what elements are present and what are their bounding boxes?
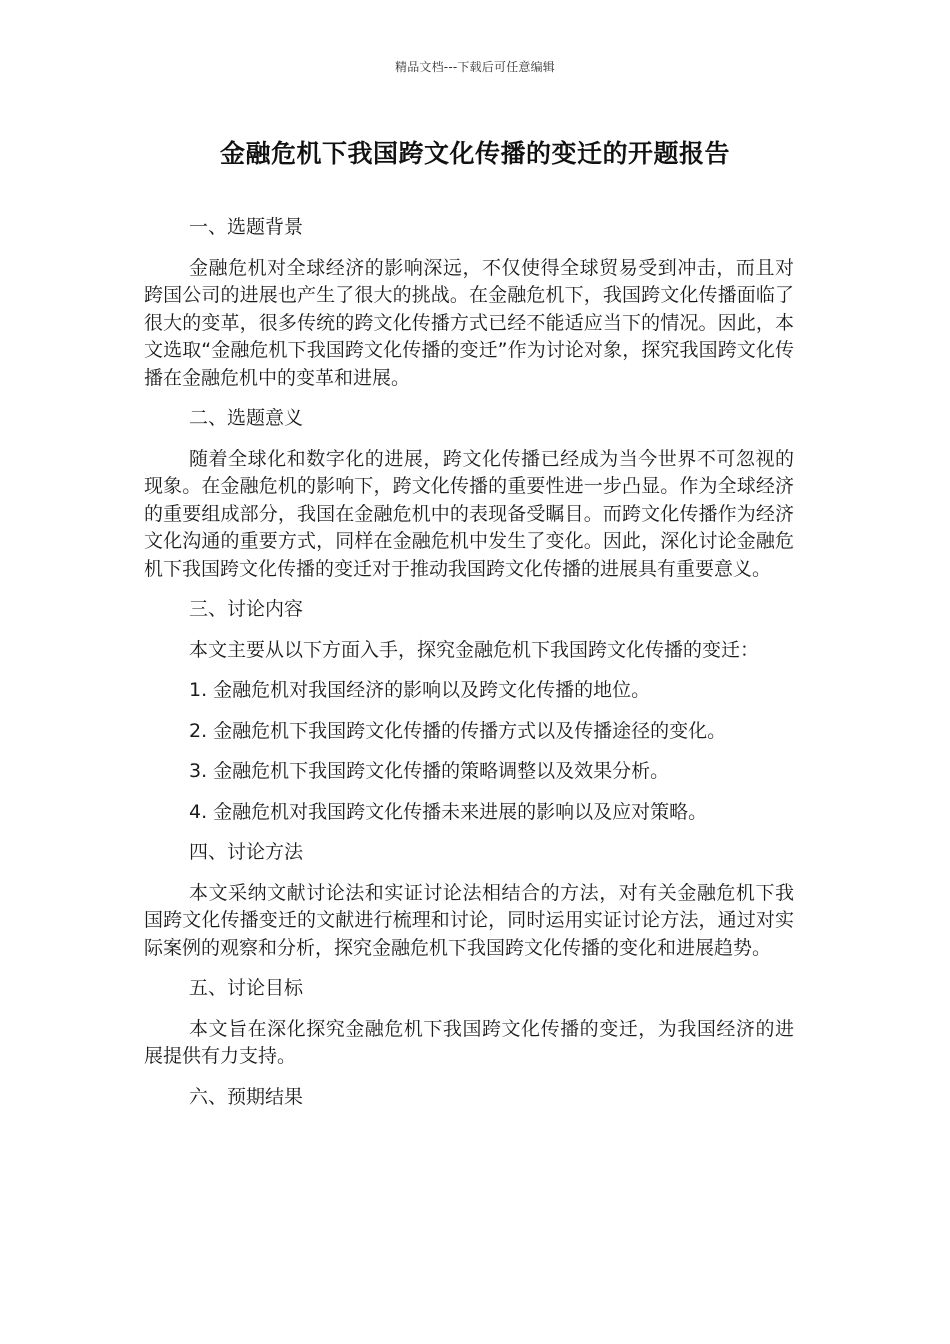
section-heading-content: 三、讨论内容 (189, 598, 304, 620)
document-title: 金融危机下我国跨文化传播的变迁的开题报告 (219, 139, 730, 168)
section-heading-background: 一、选题背景 (189, 216, 304, 238)
section-para-background: 金融危机对全球经济的影响深远，不仅使得全球贸易受到冲击，而且对跨国公司的进展也产生了很大的挑战。在金融危机下，我国跨文化传播面临了很大的变革，很多传统的跨文化传播方式已经不能适应当下的情况。因此，本文选取“金融危机下我国跨文化传播的变迁”作为讨论对象，探究我国跨文化传播在金融危机中的变革和进展。 (144, 256, 794, 389)
section-heading-expected: 六、预期结果 (189, 1085, 304, 1108)
section-heading-significance: 二、选题意义 (189, 407, 304, 429)
section-intro-content: 本文主要从以下方面入手，探究金融危机下我国跨文化传播的变迁： (189, 638, 760, 661)
section-heading-method: 四、讨论方法 (189, 841, 304, 863)
list-item: 2. 金融危机下我国跨文化传播的传播方式以及传播途径的变化。 (189, 719, 727, 742)
section-para-significance: 随着全球化和数字化的进展，跨文化传播已经成为当今世界不可忽视的现象。在金融危机的影响下，跨文化传播的重要性进一步凸显。作为全球经济的重要组成部分，我国在金融危机中的表现备受瞩目。而跨文化传播作为经济文化沟通的重要方式，同样在金融危机中发生了变化。因此，深化讨论金融危机下我国跨文化传播的变迁对于推动我国跨文化传播的进展具有重要意义。 (144, 447, 794, 580)
section-para-method: 本文采纳文献讨论法和实证讨论法相结合的方法，对有关金融危机下我国跨文化传播变迁的文献进行梳理和讨论，同时运用实证讨论方法，通过对实际案例的观察和分析，探究金融危机下我国跨文化传播的变化和进展趋势。 (144, 881, 794, 959)
document-body (144, 214, 794, 1124)
section-para-goal: 本文旨在深化探究金融危机下我国跨文化传播的变迁，为我国经济的进展提供有力支持。 (144, 1017, 794, 1067)
list-item: 4. 金融危机对我国跨文化传播未来进展的影响以及应对策略。 (189, 800, 708, 823)
list-item: 3. 金融危机下我国跨文化传播的策略调整以及效果分析。 (189, 760, 670, 782)
list-item: 1. 金融危机对我国经济的影响以及跨文化传播的地位。 (189, 679, 651, 701)
section-heading-goal: 五、讨论目标 (189, 977, 304, 999)
header-note: 精品文档---下载后可任意编辑 (395, 60, 555, 74)
